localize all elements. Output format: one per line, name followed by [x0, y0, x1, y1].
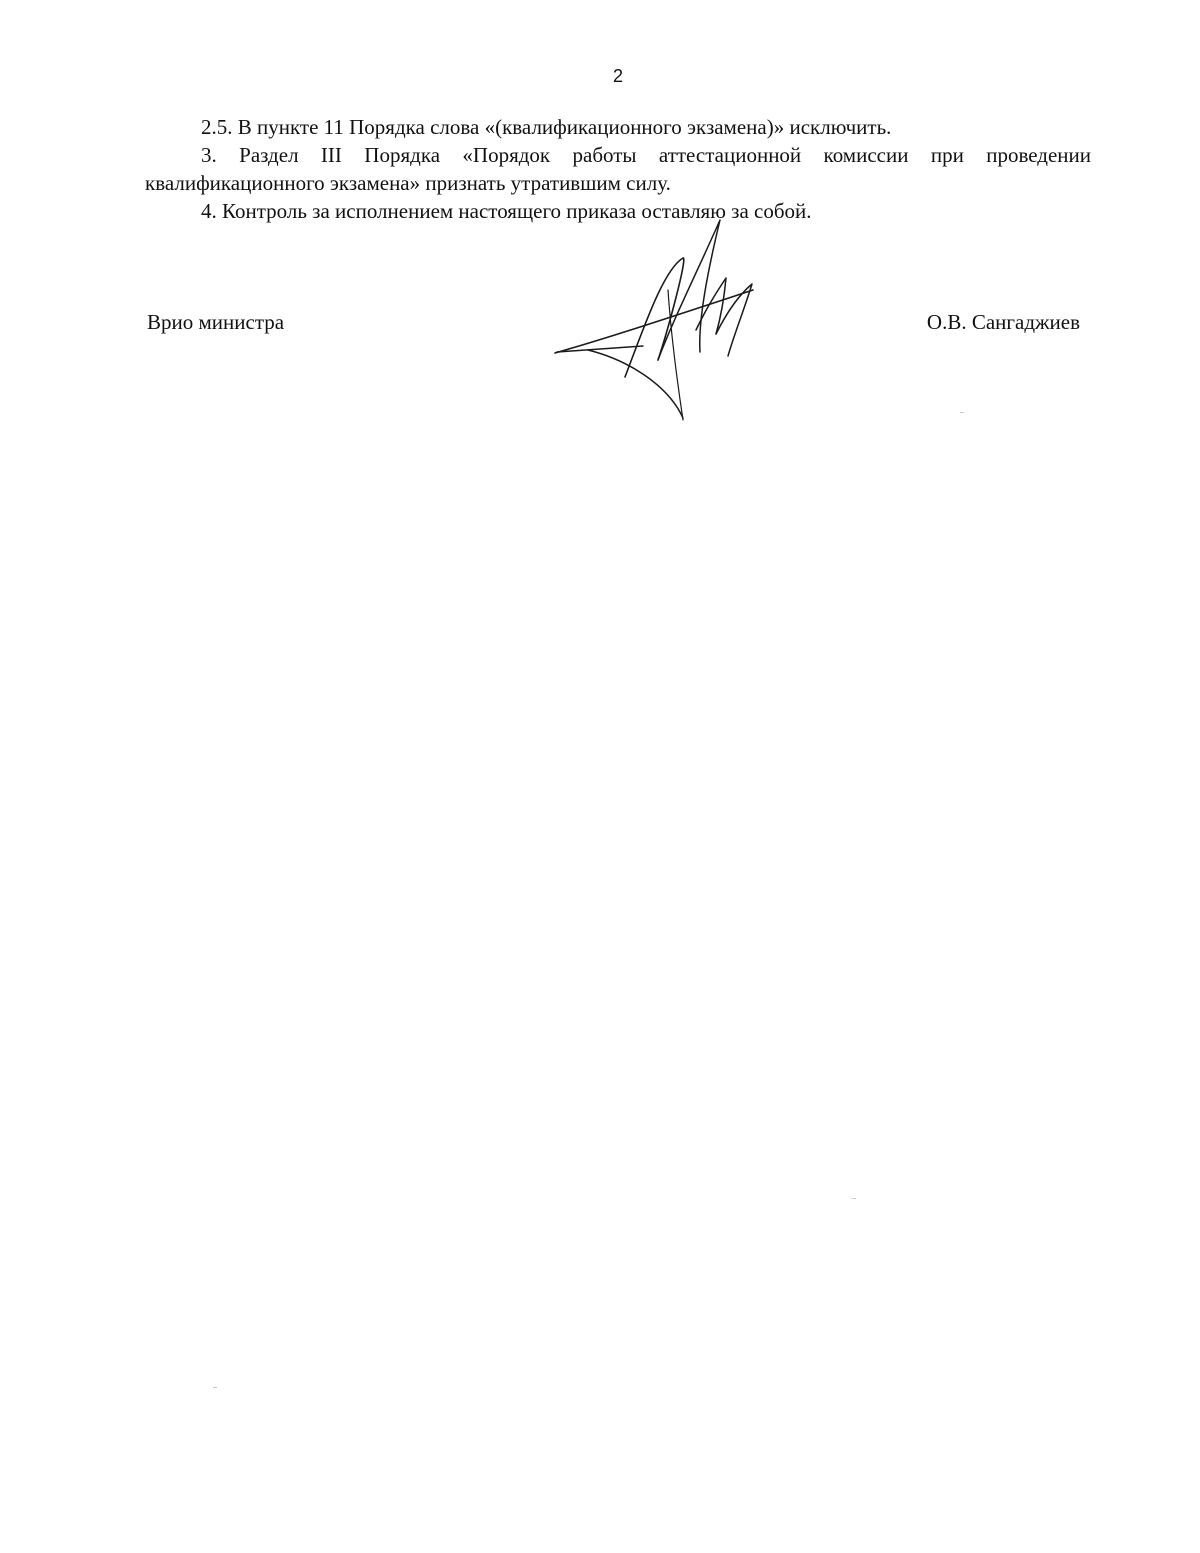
- scan-speck: [213, 1387, 217, 1388]
- scan-speck: [960, 412, 964, 413]
- handwritten-signature-icon: [548, 210, 763, 430]
- paragraph-3: 3. Раздел III Порядка «Порядок работы аттестационной комиссии при проведении квалификационного экзамена» признать утратившим силу.: [145, 143, 1091, 195]
- signer-position: Врио министра: [147, 310, 285, 334]
- paragraph-4: 4. Контроль за исполнением настоящего приказа оставляю за собой.: [201, 199, 812, 223]
- page-number: 2: [612, 66, 623, 86]
- paragraph-2-5: 2.5. В пункте 11 Порядка слова «(квалификационного экзамена)» исключить.: [201, 115, 892, 139]
- scan-speck: [852, 1198, 856, 1199]
- document-body: [145, 113, 1091, 225]
- signer-name: О.В. Сангаджиев: [926, 310, 1080, 334]
